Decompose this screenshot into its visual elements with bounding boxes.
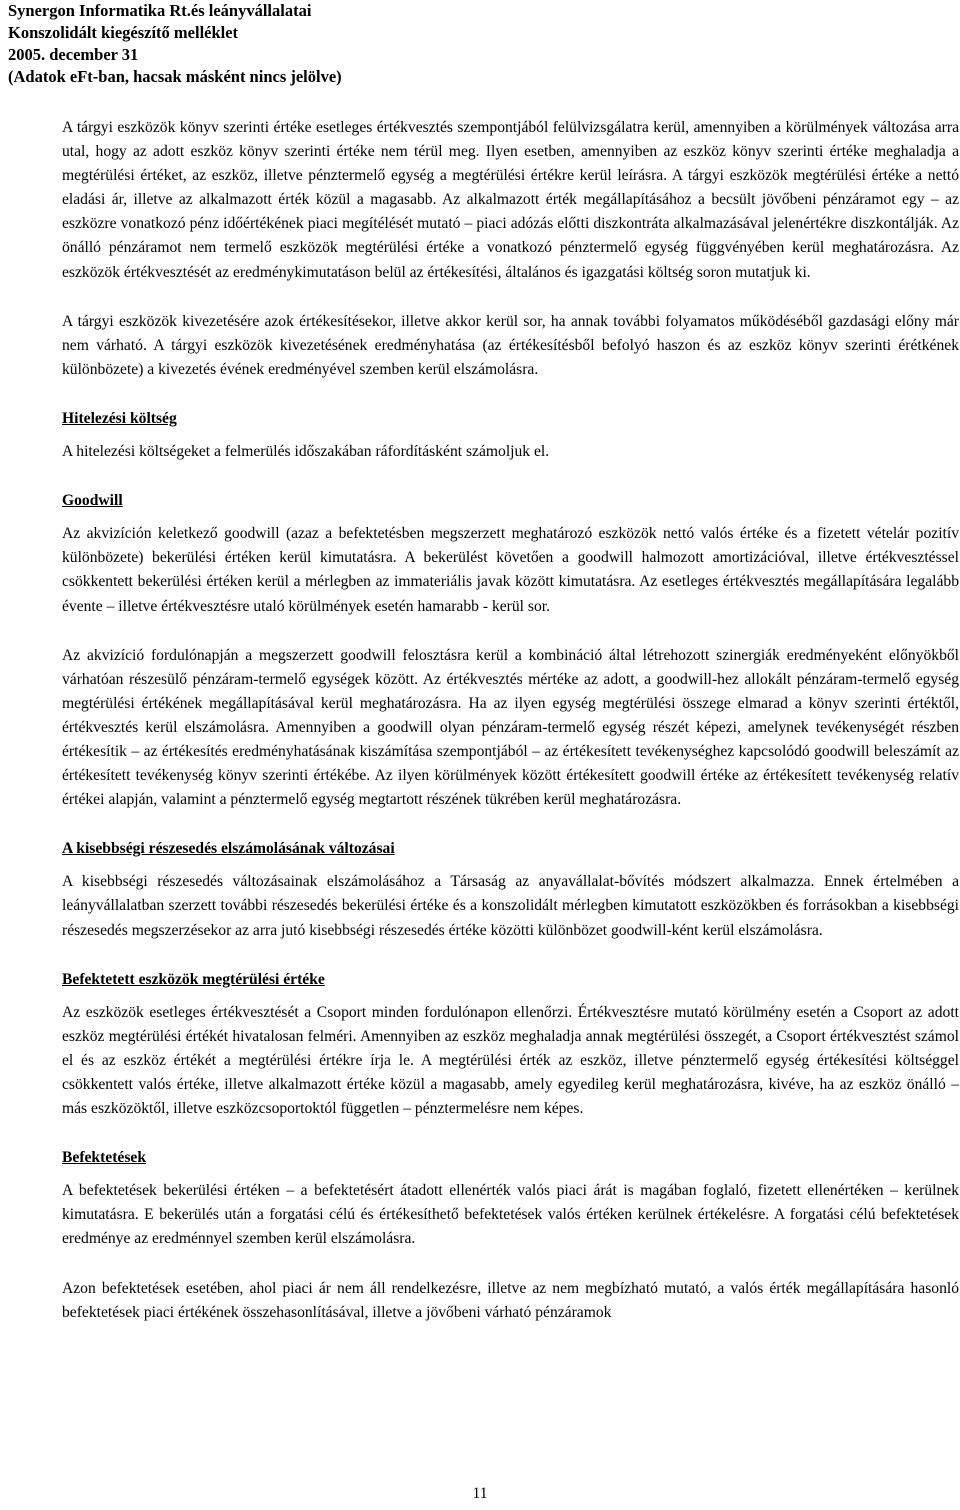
paragraph-investments-1: A befektetések bekerülési értéken – a befektetésért átadott ellenérték valós piaci árát is magában foglaló, fizetett ellenértéken – kerülnek kimutatásra. E bekerülés után a forgatási célú és értékesíthető befektetések valós értéken kerülnek értékelésre. A forgatási célú befektetések eredménye az eredménnyel szemben kerül elszámolásra. [62,1182,959,1248]
document-body [62,116,959,1325]
paragraph-goodwill-1: Az akvizíción keletkező goodwill (azaz a befektetésben megszerzett meghatározó eszközök nettó valós értéke és a fizetett vételár pozitív különbözete) bekerülési értéken kerül kimutatásra. A bekerülést követően a goodwill halmozott amortizációval, illetve értékvesztéssel csökkentett bekerülési értéken kerül a mérlegben az immateriális javak között kimutatásra. Az esetleges értékvesztés megállapítására legalább évente – illetve értékvesztésre utaló körülmények esetén hamarabb - kerül sor. [62,525,959,615]
document-header [8,0,342,88]
units-note: (Adatok eFt-ban, hacsak másként nincs jelölve) [8,67,342,86]
heading-goodwill: Goodwill [62,492,123,510]
company-name: Synergon Informatika Rt.és leányvállalatai [8,1,312,20]
paragraph-recoverable-value: Az eszközök esetleges értékvesztését a Csoport minden fordulónapon ellenőrzi. Értékvesztésre mutató körülmény esetén a Csoport az adott eszköz megtérülési értékét hivatalosan felméri. Amennyiben az eszköz meghaladja annak megtérülési összegét, a Csoport értékvesztést számol el és az eszköz értékét a megtérülési értékre írja le. A megtérülési érték az eszköz, illetve pénztermelő egység értékesítési költséggel csökkentett valós értéke, illetve alkalmazott értéke közül a magasabb, amely egyedileg kerül meghatározásra, kivéve, ha az eszköz önálló – más eszközöktől, illetve eszközcsoportoktól független – pénztermelésre nem képes. [62,1003,959,1118]
paragraph-borrowing-costs: A hitelezési költségeket a felmerülés időszakában ráfordításként számoljuk el. [62,443,550,461]
page-number: 11 [472,1485,488,1502]
paragraph-derecognition: A tárgyi eszközök kivezetésére azok értékesítésekor, illetve akkor kerül sor, ha annak további folyamatos működéséből gazdasági előny már nem várható. A tárgyi eszközök kivezetésének eredményhatása (az értékesítésből befolyó haszon és az eszköz könyv szerinti érétkének különbözete) a kivezetés évének eredményével szemben kerül elszámolásra. [62,312,959,378]
report-date: 2005. december 31 [8,45,139,64]
heading-recoverable-value: Befektetett eszközök megtérülési értéke [62,970,325,988]
paragraph-goodwill-2: Az akvizíció fordulónapján a megszerzett goodwill felosztásra kerül a kombináció által létrehozott szinergiák eredményeként előnyökből várhatóan részesülő pénzáram-termelő egységek között. Az értékvesztés mértéke az adott, a goodwill-hez allokált pénzáram-termelő egység megtérülési értékének megállapításával kerül meghatározásra. Ha az ilyen egység megtérülési összege elmarad a könyv szerinti értéktől, értékvesztés kerül elszámolásra. Amennyiben a goodwill olyan pénzáram-termelő egység részét képezi, amelynek tevékenységét részben értékesítik – az értékesítés eredményhatásának kiszámítása szempontjából – az értékesített tevékenységhez kapcsolódó goodwill beleszámít az értékesített tevékenység könyv szerinti értékébe. Az ilyen körülmények között értékesített goodwill értéke az értékesített tevékenység relatív értékei alapján, valamint a pénztermelő egység megtartott részének tükrében kerül meghatározásra. [62,646,959,809]
paragraph-investments-2: Azon befektetések esetében, ahol piaci ár nem áll rendelkezésre, illetve az nem megbízható mutató, a valós érték megállapítására hasonló befektetések piaci értékének összehasonlításával, illetve a jövőbeni várható pénzáramok [62,1279,959,1321]
heading-investments: Befektetések [62,1149,146,1167]
heading-hitelezesi-koltseg: Hitelezési költség [62,409,177,427]
document-title: Konszolidált kiegészítő melléklet [8,23,239,42]
heading-minority-interest: A kisebbségi részesedés elszámolásának változásai [62,840,395,858]
paragraph-impairment: A tárgyi eszközök könyv szerinti értéke esetleges értékvesztés szempontjából felülvizsgálatra kerül, amennyiben a körülmények változása arra utal, hogy az adott eszköz könyv szerinti értéke nem térül meg. Ilyen esetben, amennyiben az eszköz könyv szerinti értéke meghaladja a megtérülési értéket, az eszköz, illetve pénztermelő egység a megtérülési értékre kerül leírásra. A tárgyi eszközök megtérülési értéke a nettó eladási ár, illetve az alkalmazott érték közül a magasabb. Az alkalmazott érték megállapításához a becsült jövőbeni pénzáramot egy – az eszközre vonatkozó pénz időértékének piaci megítélését mutató – piaci adózás előtti diszkontráta alkalmazásával jelenértékre diszkontálják. Az önálló pénzáramot nem termelő eszközök megtérülési értéke a vonatkozó pénztermelő egység függvényében kerül meghatározásra. Az eszközök értékvesztését az eredménykimutatáson belül az értékesítési, általános és igazgatási költség soron mutatjuk ki. [62,119,959,281]
paragraph-minority-interest: A kisebbségi részesedés változásainak elszámolásához a Társaság az anyavállalat-bővítés módszert alkalmazza. Ennek értelmében a leányvállalatban szerzett további részesedés bekerülési értéke és a konszolidált mérlegben kimutatott eszközökben és forrásokban a kisebbségi részesedés megszerzésekor az arra jutó kisebbségi részesedés értéke közötti különbözet goodwill-ként kerül elszámolásra. [62,873,959,939]
